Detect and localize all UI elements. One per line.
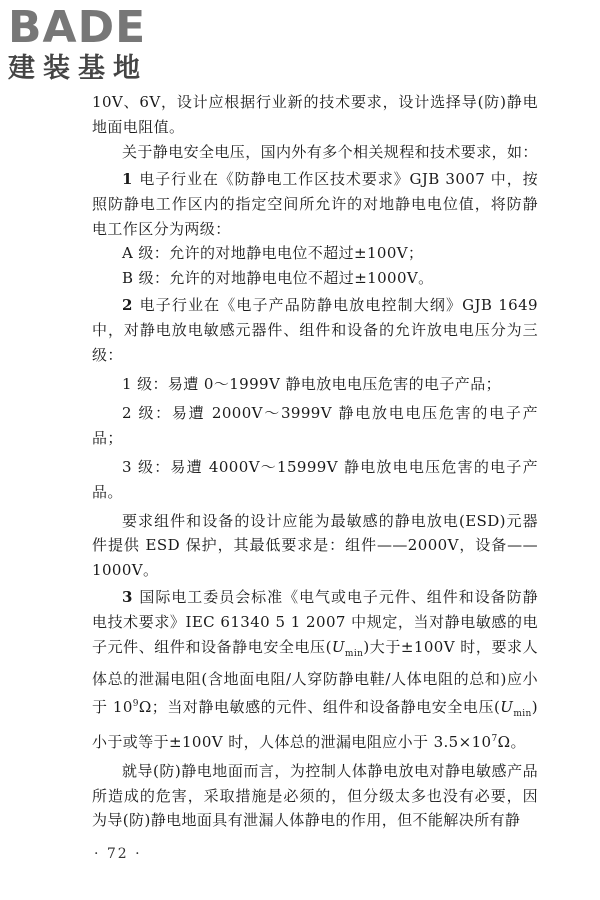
paragraph-continued: 10V、6V，设计应根据行业新的技术要求，设计选择导(防)静电地面电阻值。: [92, 93, 538, 136]
paragraph-item-2-text: 电子行业在《电子产品防静电放电控制大纲》GJB 1649 中，对静电放电敏感元器件、组件和设备的允许放电电压分为三级：: [92, 296, 538, 365]
paragraph-item-2: [92, 293, 538, 368]
esd-requirement: 要求组件和设备的设计应能为最敏感的静电放电(ESD)元器件提供 ESD 保护，其最低要求是：组件——2000V，设备——1000V。: [92, 511, 538, 580]
section-number-3: 3: [122, 588, 133, 607]
u-min-symbol: U: [331, 638, 345, 657]
level-a: A 级：允许的对地静电电位不超过±100V；: [122, 244, 424, 263]
watermark-chinese-text: 建装基地: [8, 53, 148, 84]
class-3: 3 级：易遭 4000V～15999V 静电放电电压危害的电子产品。: [92, 457, 538, 501]
section-number-2: 2: [122, 296, 133, 315]
paragraph-item-1-text: 电子行业在《防静电工作区技术要求》GJB 3007 中，按照防静电工作区内的指定空间所允许的对地静电电位值，将防静电工作区分为两级：: [92, 169, 538, 238]
class-2: 2 级：易遭 2000V～3999V 静电放电电压危害的电子产品；: [92, 403, 538, 447]
watermark-latin-text: BADE: [8, 2, 147, 53]
paragraph-item-1: [92, 167, 538, 242]
body-text: [92, 90, 538, 833]
paragraph-conclusion: 就导(防)静电地面而言，为控制人体静电放电对静电敏感产品所造成的危害，采取措施是必须的，但分级太多也没有必要，因为导(防)静电地面具有泄漏人体静电的作用，但不能解决所有静: [92, 761, 538, 830]
class-1: 1 级：易遭 0～1999V 静电放电电压危害的电子产品；: [122, 374, 501, 393]
level-b: B 级：允许的对地静电电位不超过±1000V。: [122, 269, 434, 288]
paragraph-item-3: 3 国际电工委员会标准《电气或电子元件、组件和设备防静电技术要求》IEC 61340 5 1 2007 中规定，当对静电敏感的电子元件、组件和设备静电安全电压$(U_{min})$大于±100V 时，要求人体总的泄漏电阻(含地面电阻/人穿防静电鞋/人体电阻的总和)应小于 $10^9\Omega$；当对静电敏感的元件、组件和设备静电安全电压$(U_{min})$小于或等于±100V 时，人体总的泄漏电阻应小于 $3.5\times 10^7\Omega$。: [92, 588, 538, 751]
section-number-1: 1: [122, 169, 133, 188]
bade-logo-watermark: [8, 4, 148, 84]
paragraph-intro: 关于静电安全电压，国内外有多个相关规程和技术要求，如：: [122, 142, 538, 161]
page-number: · 72 ·: [94, 846, 142, 862]
